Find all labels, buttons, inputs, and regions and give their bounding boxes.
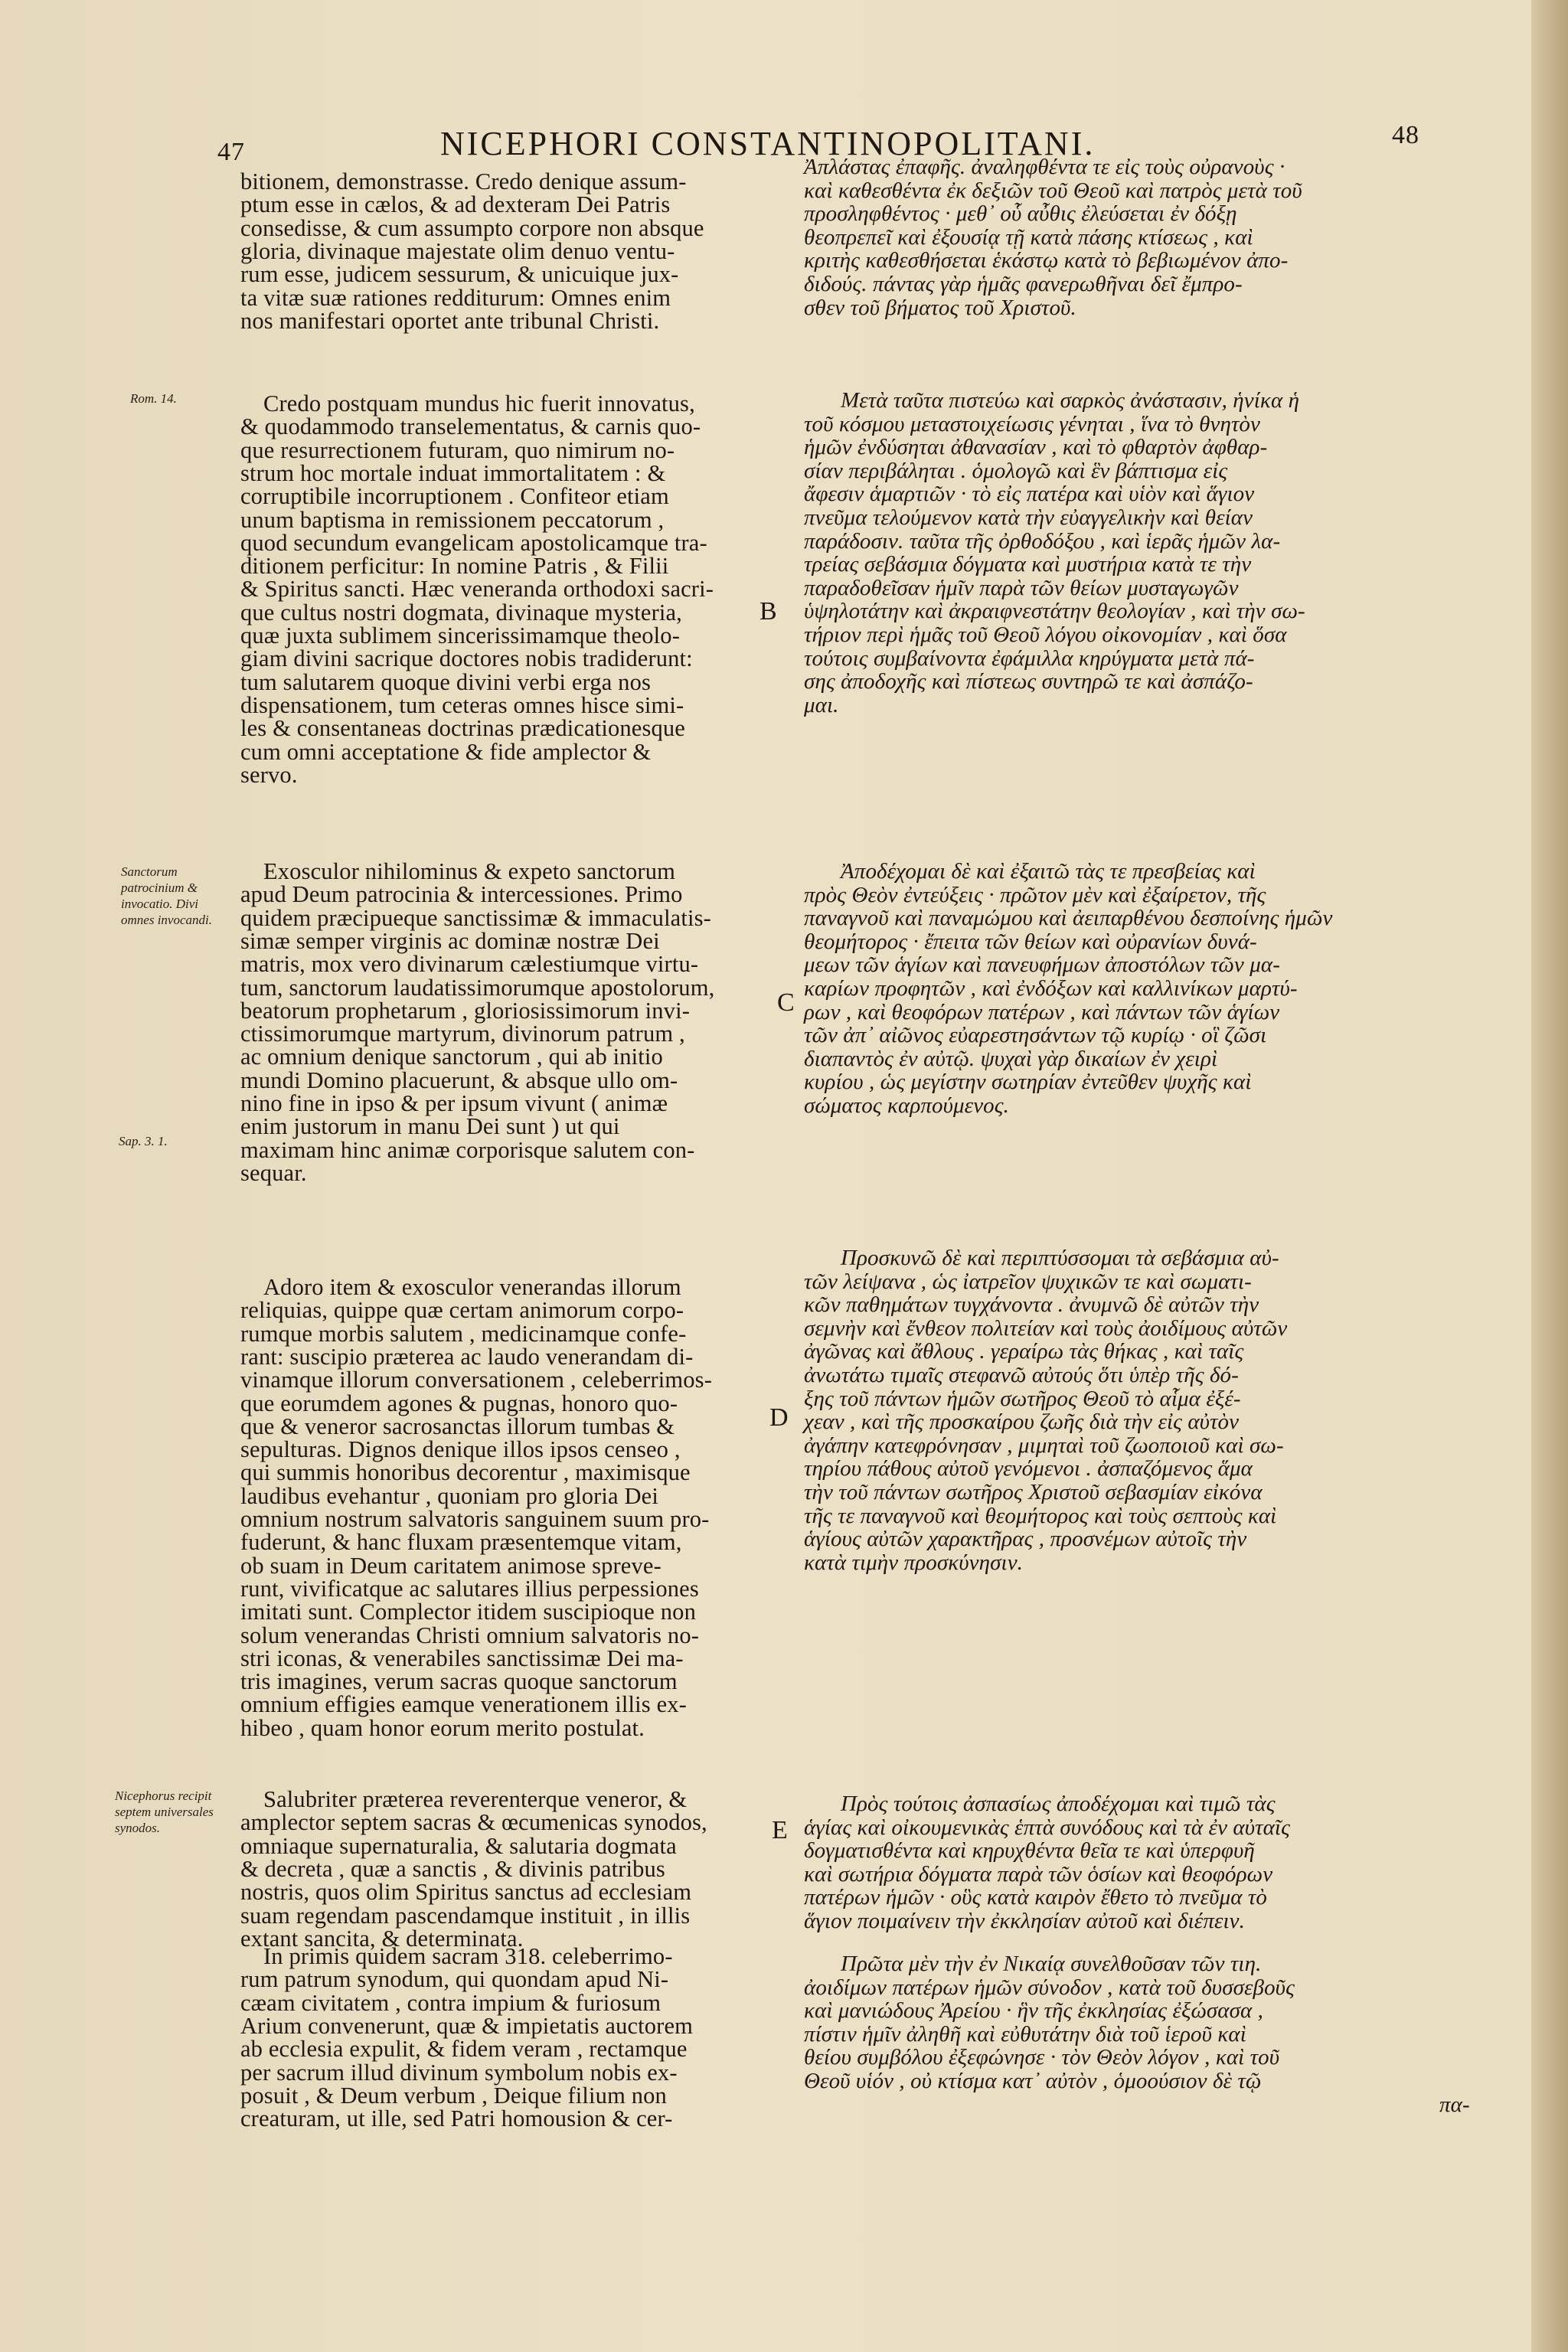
margin-note-synodos: Nicephorus recipit septem universales synodos. [115, 1788, 214, 1835]
latin-line: bitionem, demonstrasse. Credo denique assum- [240, 168, 687, 194]
latin-line: ab ecclesia expulit, & fidem veram , rectamque [240, 2036, 688, 2063]
latin-line: omniaque supernaturalia, & salutaria dogmata [240, 1832, 677, 1859]
latin-line: matris, mox vero divinarum cælestiumque virtu- [240, 951, 699, 978]
greek-line: παναγνοῦ καὶ παναμώμου καὶ ἀειπαρθένου δεσποίνης ἡμῶν [804, 906, 1333, 931]
latin-line: Credo postquam mundus hic fuerit innovatus, [263, 390, 695, 416]
latin-line: & quodammodo transelementatus, & carnis quo- [240, 413, 701, 440]
greek-line: τοῦ κόσμου μεταστοιχείωσις γένηται , ἵνα τὸ θνητὸν [804, 411, 1261, 436]
greek-line: Πρῶτα μὲν τὴν ἐν Νικαίᾳ συνελθοῦσαν τῶν τιη. [841, 1952, 1262, 1976]
greek-line: καὶ σωτήρια δόγματα παρὰ τῶν ὁσίων καὶ θεοφόρων [804, 1861, 1273, 1886]
latin-line: tum salutarem quoque divini verbi erga nos [240, 668, 651, 695]
greek-line: διδούς. πάντας γὰρ ἡμᾶς φανερωθῆναι δεῖ ἔμπρο- [804, 272, 1243, 296]
latin-line: omnium nostrum salvatoris sanguinem suum pro- [240, 1506, 710, 1532]
greek-line: ὑψηλοτάτην καὶ ἀκραιφνεστάτην θεολογίαν , καὶ τὴν σω- [804, 599, 1305, 624]
greek-line: θείου συμβόλου ἐξεφώνησε · τὸν Θεὸν λόγον , καὶ τοῦ [804, 2045, 1280, 2070]
margin-note-sap: Sap. 3. 1. [119, 1134, 168, 1148]
latin-line: hibeo , quam honor eorum merito postulat. [240, 1714, 645, 1741]
page-edge-shadow [1531, 0, 1568, 2352]
greek-line: κῶν παθημάτων τυγχάνοντα . ἀνυμνῶ δὲ αὐτῶν τὴν [804, 1292, 1259, 1318]
greek-line: ἀγάπην κατεφρόνησαν , μιμηταὶ τοῦ ζωοποιοῦ καὶ σω- [804, 1432, 1284, 1458]
greek-line: ρων , καὶ θεοφόρων πατέρων , καὶ πάντων τῶν ἁγίων [804, 999, 1280, 1024]
latin-line: ptum esse in cælos, & ad dexteram Dei Patris [240, 191, 671, 218]
latin-line: maximam hinc animæ corporisque salutem con- [240, 1136, 695, 1163]
greek-line: ἁγίας καὶ οἰκουμενικὰς ἑπτὰ συνόδους καὶ τὰ ἐν αὐταῖς [804, 1815, 1290, 1840]
page-number-right: 48 [1392, 121, 1419, 149]
margin-note-rom: Rom. 14. [130, 391, 177, 406]
greek-line: χεαν , καὶ τῆς προσκαίρου ζωῆς διὰ τὴν εἰς αὐτὸν [804, 1410, 1240, 1435]
latin-line: quæ juxta sublimem sincerissimamque theolo- [240, 622, 681, 648]
latin-line: extant sancita, & determinata. [240, 1925, 524, 1952]
latin-line: unum baptisma in remissionem peccatorum , [240, 506, 665, 533]
latin-line: reliquias, quippe quæ certam animorum corpo- [240, 1297, 684, 1324]
latin-line: ditionem perficitur: In nomine Patris , & Filii [240, 553, 669, 580]
greek-line: σίαν περιβάληται . ὁμολογῶ καὶ ἓν βάπτισμα εἰς [804, 458, 1228, 483]
latin-line: que resurrectionem futuram, quo nimirum no- [240, 436, 675, 463]
latin-line: amplector septem sacras & œcumenicas synodos, [240, 1809, 707, 1836]
greek-line: κυρίου , ὡς μεγίστην σωτηρίαν ἐντεῦθεν ψυχῆς καὶ [804, 1070, 1252, 1095]
greek-line: τήριον περὶ ἡμᾶς τοῦ Θεοῦ λόγου οἰκονομίαν , καὶ ὅσα [804, 622, 1287, 647]
latin-line: servo. [240, 761, 298, 788]
latin-line: les & consentaneas doctrinas prædicationesque [240, 715, 685, 742]
latin-line: & decreta , quæ a sanctis , & divinis patribus [240, 1855, 665, 1882]
greek-line: τρείας σεβάσμια δόγματα καὶ μυστήρια κατὰ τε τὴν [804, 552, 1252, 577]
latin-line: tris imagines, verum sacras quoque sanctorum [240, 1668, 678, 1695]
latin-line: posuit , & Deum verbum , Deique filium non [240, 2082, 667, 2109]
latin-line: rum esse, judicem sessurum, & unicuique jux- [240, 261, 679, 288]
latin-line: enim justorum in manu Dei sunt ) ut qui [240, 1113, 620, 1140]
greek-line: καρίων προφητῶν , καὶ ἐνδόξων καὶ καλλινίκων μαρτύ- [804, 976, 1298, 1001]
latin-line: tum, sanctorum laudatissimorumque apostolorum, [240, 974, 715, 1001]
latin-line: vinamque illorum conversationem , celeberrimos- [240, 1367, 713, 1393]
greek-line: παράδοσιν. ταῦτα τῆς ὀρθοδόξου , καὶ ἱερᾶς ἡμῶν λα- [804, 528, 1281, 554]
greek-line: τὴν τοῦ πάντων σωτῆρος Χριστοῦ σεβασμίαν εἰκόνα [804, 1480, 1263, 1504]
greek-line: ἄφεσιν ἁμαρτιῶν · τὸ εἰς πατέρα καὶ υἱὸν καὶ ἅγιον [804, 482, 1255, 507]
greek-line: τηρίου πάθους αὐτοῦ γενόμενοι . ἀσπαζόμενος ἅμα [804, 1456, 1253, 1481]
greek-line: Προσκυνῶ δὲ καὶ περιπτύσσομαι τὰ σεβάσμια αὐ- [841, 1246, 1279, 1270]
latin-line: omnium effigies eamque venerationem illis ex- [240, 1691, 687, 1718]
greek-line: πίστιν ἡμῖν ἀληθῆ καὶ εὐθυτάτην διὰ τοῦ ἱεροῦ καὶ [804, 2021, 1246, 2047]
greek-line: Μετὰ ταῦτα πιστεύω καὶ σαρκὸς ἀνάστασιν, ἡνίκα ἡ [841, 388, 1300, 413]
latin-line: ta vitæ suæ rationes redditurum: Omnes enim [240, 284, 671, 311]
greek-line: ἁγίους αὐτῶν χαρακτῆρας , προσνέμων αὐτοῖς τὴν [804, 1527, 1247, 1552]
latin-line: apud Deum patrocinia & intercessiones. Primo [240, 881, 683, 908]
greek-line: Θεοῦ υἱόν , οὐ κτίσμα κατ᾽ αὐτὸν , ὁμοούσιον δὲ τῷ [804, 2069, 1262, 2093]
latin-line: rumque morbis salutem , medicinamque confe- [240, 1320, 687, 1347]
latin-line: rant: suscipio præterea ac laudo venerandam di- [240, 1343, 694, 1370]
greek-line: καὶ καθεσθέντα ἐκ δεξιῶν τοῦ Θεοῦ καὶ πατρὸς μετὰ τοῦ [804, 178, 1302, 203]
latin-line: laudibus evehantur , quoniam pro gloria Dei [240, 1482, 658, 1509]
greek-line: Ἀπλάστας ἐπαφῆς. ἀναληφθέντα τε εἰς τοὺς οὐρανοὺς · [804, 155, 1285, 179]
latin-line: stri iconas, & venerabiles sanctissimæ Dei ma- [240, 1645, 684, 1671]
latin-line: Salubriter præterea reverenterque veneror, & [263, 1786, 688, 1812]
greek-line: κατὰ τιμὴν προσκύνησιν. [804, 1550, 1024, 1575]
greek-line: διαπαντὸς ἐν αὐτῷ. ψυχαὶ γὰρ δικαίων ἐν χειρὶ [804, 1046, 1218, 1071]
latin-line: que cultus nostri dogmata, divinaque mysteria, [240, 599, 682, 626]
latin-line: consedisse, & cum assumpto corpore non absque [240, 214, 704, 241]
section-letter-b: B [760, 597, 777, 626]
latin-line: corruptibile incorruptionem . Confiteor etiam [240, 483, 669, 510]
latin-line: sepulturas. Dignos denique illos ipsos censeo , [240, 1436, 681, 1463]
latin-line: mundi Domino placuerunt, & absque ullo om- [240, 1067, 678, 1093]
latin-line: ctissimorumque martyrum, divinorum patrum , [240, 1021, 685, 1047]
latin-line: In primis quidem sacram 318. celeberrimo- [263, 1943, 673, 1969]
section-letter-c: C [777, 988, 795, 1017]
latin-line: creaturam, ut ille, sed Patri homousion & cer- [240, 2105, 673, 2132]
greek-line: ἡμῶν ἐνδύσηται ἀθανασίαν , καὶ τὸ φθαρτὸν ἀφθαρ- [804, 435, 1268, 460]
section-letter-e: E [772, 1816, 788, 1844]
greek-line: σης ἀποδοχῆς καὶ πίστεως συντηρῶ τε καὶ ἀσπάζο- [804, 669, 1253, 694]
greek-line: τῶν ἀπ᾽ αἰῶνος εὐαρεστησάντων τῷ κυρίῳ · οἳ ζῶσι [804, 1023, 1267, 1048]
latin-line: ac omnium denique sanctorum , qui ab initio [240, 1044, 663, 1070]
greek-line: πατέρων ἡμῶν · οὓς κατὰ καιρὸν ἔθετο τὸ πνεῦμα τὸ [804, 1885, 1267, 1910]
latin-line: qui summis honoribus decorentur , maximisque [240, 1459, 691, 1486]
greek-line: σώματος καρπούμενος. [804, 1093, 1009, 1118]
latin-line: gloria, divinaque majestate olim denuo ventu- [240, 237, 675, 264]
latin-line: fuderunt, & hanc fluxam præsentemque vitam, [240, 1529, 682, 1556]
latin-line: quidem præcipueque sanctissimæ & immaculatis- [240, 904, 711, 931]
greek-line: μεων τῶν ἁγίων καὶ πανευφήμων ἀποστόλων τῶν μα- [804, 952, 1280, 978]
greek-line: θεομήτορος · ἔπειτα τῶν θείων καὶ οὐρανίων δυνά- [804, 929, 1257, 954]
greek-line: Πρὸς τούτοις ἀσπασίως ἀποδέχομαι καὶ τιμῶ τὰς [841, 1792, 1276, 1816]
greek-line: πρὸς Θεὸν ἐντεύξεις · πρῶτον μὲν καὶ ἐξαίρετον, τῆς [804, 882, 1266, 907]
greek-line: ἅγιον ποιμαίνειν τὴν ἐκκλησίαν αὐτοῦ καὶ διέπειν. [804, 1909, 1245, 1933]
latin-line: per sacrum illud divinum symbolum nobis ex- [240, 2059, 678, 2086]
greek-line: κριτὴς καθεσθήσεται ἑκάστῳ κατὰ τὸ βεβιωμένον ἀπο- [804, 248, 1289, 273]
latin-line: Exosculor nihilominus & expeto sanctorum [263, 858, 675, 884]
greek-line: θεοπρεπεῖ καὶ ἐξουσίᾳ τῇ κατὰ πάσης κτίσεως , καὶ [804, 224, 1253, 250]
greek-line: ξης τοῦ πάντων ἡμῶν σωτῆρος Θεοῦ τὸ αἷμα ἐξέ- [804, 1386, 1241, 1411]
greek-line: ἀοιδίμων πατέρων ἡμῶν σύνοδον , κατὰ τοῦ δυσσεβοῦς [804, 1975, 1295, 2000]
margin-note-sanctorum: Sanctorum patrocinium & invocatio. Divi omnes invocandi. [121, 864, 212, 927]
latin-line: quod secundum evangelicam apostolicamque tra- [240, 529, 707, 556]
greek-line: τῶν λείψανα , ὡς ἰατρεῖον ψυχικῶν τε καὶ σωματι- [804, 1269, 1252, 1294]
latin-line: dispensationem, tum ceteras omnes hisce simi- [240, 691, 684, 718]
greek-line: σθεν τοῦ βήματος τοῦ Χριστοῦ. [804, 295, 1076, 320]
greek-line: καὶ μανιώδους Ἀρείου · ἣν τῆς ἐκκλησίας ἐξώσασα , [804, 1998, 1264, 2024]
latin-line: Adoro item & exosculor venerandas illorum [263, 1274, 681, 1300]
section-letter-d: D [769, 1403, 789, 1432]
greek-line: δογματισθέντα καὶ κηρυχθέντα θεῖα τε καὶ ὑπερφυῆ [804, 1838, 1255, 1864]
latin-line: solum venerandas Christi omnium salvatoris no- [240, 1622, 700, 1648]
latin-line: imitati sunt. Complector itidem suscipioque non [240, 1599, 696, 1625]
latin-line: ob suam in Deum caritatem animose spreve- [240, 1552, 662, 1579]
greek-line: ἀνωτάτω τιμαῖς στεφανῶ αὐτούς ὅτι ὑπὲρ τῆς δό- [804, 1363, 1239, 1387]
latin-line: nostris, quos olim Spiritus sanctus ad ecclesiam [240, 1879, 692, 1906]
greek-line: πνεῦμα τελούμενον κατὰ τὴν εὐαγγελικὴν καὶ θείαν [804, 505, 1253, 530]
latin-line: nino fine in ipso & per ipsum vivunt ( animæ [240, 1090, 668, 1116]
latin-line: que eorumdem agones & pugnas, honoro quo- [240, 1390, 678, 1416]
greek-line: προσληφθέντος · μεθ᾽ οὗ αὖθις ἐλεύσεται ἐν δόξῃ [804, 201, 1237, 227]
greek-line: Ἀποδέχομαι δὲ καὶ ἐξαιτῶ τὰς τε πρεσβείας καὶ [841, 859, 1256, 884]
latin-line: beatorum prophetarum , gloriosissimorum invi- [240, 997, 691, 1024]
latin-line: runt, vivificatque ac salutares illius perpessiones [240, 1575, 699, 1602]
latin-line: strum hoc mortale induat immortalitatem : & [240, 459, 666, 486]
greek-line: τούτοις συμβαίνοντα ἐφάμιλλα κηρύγματα μετὰ πά- [804, 645, 1255, 671]
latin-line: giam divini sacrique doctores nobis tradiderunt: [240, 645, 693, 672]
latin-line: cum omni acceptatione & fide amplector & [240, 738, 652, 765]
latin-line: simæ semper virginis ac dominæ nostræ Dei [240, 927, 660, 954]
latin-line: Arium convenerunt, quæ & impietatis auctorem [240, 2012, 694, 2039]
greek-line: τῆς τε παναγνοῦ καὶ θεομήτορος καὶ τοὺς σεπτοὺς καὶ [804, 1503, 1277, 1528]
greek-line: σεμνὴν καὶ ἔνθεον πολιτείαν καὶ τοὺς ἀοιδίμους αὐτῶν [804, 1315, 1288, 1341]
greek-line: μαι. [804, 692, 839, 717]
latin-line: suam regendam pascendamque instituit , in illis [240, 1902, 691, 1929]
greek-line: ἀγῶνας καὶ ἄθλους . γεραίρω τὰς θήκας , καὶ ταῖς [804, 1339, 1244, 1364]
latin-line: & Spiritus sancti. Hæc veneranda orthodoxi sacri- [240, 576, 714, 603]
greek-line: παραδοθεῖσαν ἡμῖν παρὰ τῶν θείων μυσταγωγῶν [804, 575, 1239, 600]
latin-line: nos manifestari oportet ante tribunal Christi. [240, 307, 660, 334]
page-number-left: 47 [217, 138, 245, 166]
running-title: NICEPHORI CONSTANTINOPOLITANI. [440, 125, 1096, 162]
latin-line: cæam civitatem , contra impium & furiosum [240, 1989, 662, 2016]
latin-line: que & veneror sacrosanctas illorum tumbas & [240, 1413, 675, 1439]
latin-line: rum patrum synodum, qui quondam apud Ni- [240, 1966, 669, 1993]
greek-line: πα- [1439, 2092, 1470, 2117]
latin-line: sequar. [240, 1159, 307, 1186]
